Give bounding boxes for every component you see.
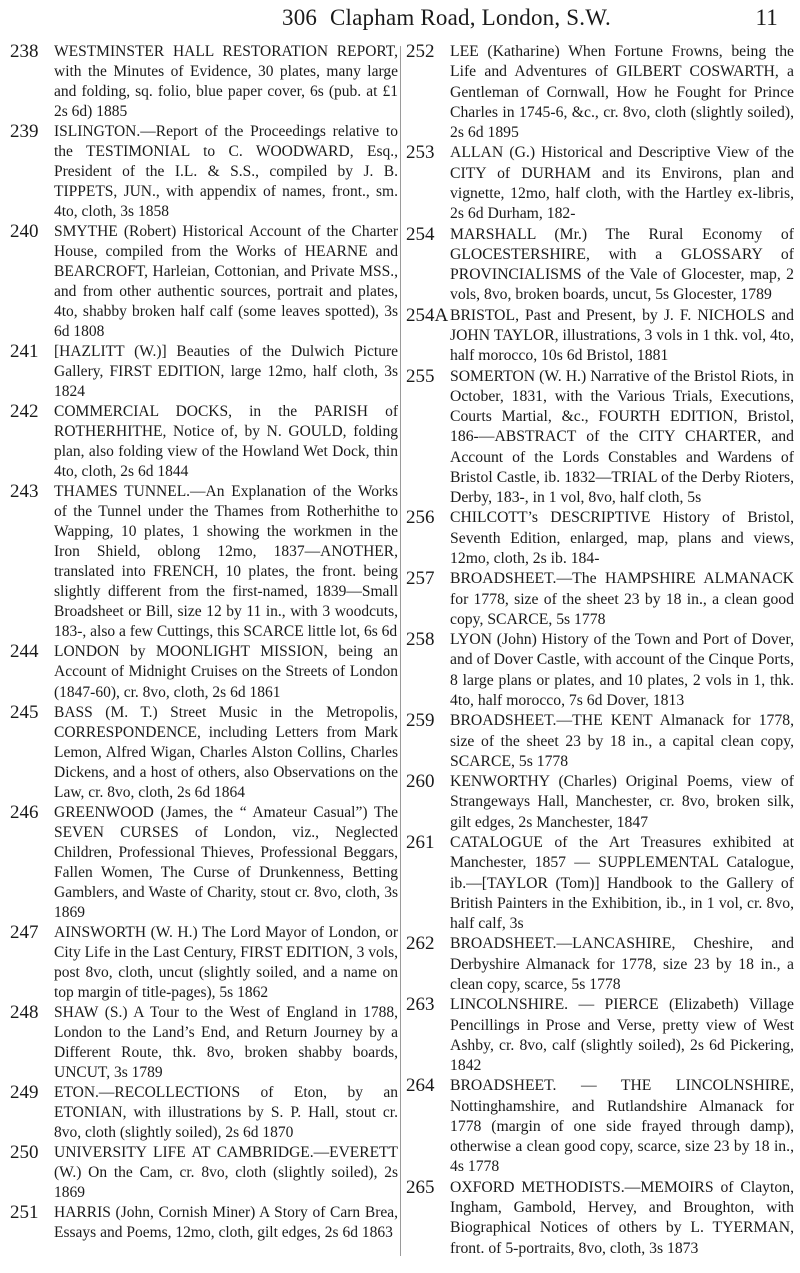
entry-text: CHILCOTT’s DESCRIPTIVE History of Bristol, Seventh Edition, enlarged, map, plans and views, 12mo, cloth, 2s ib. 184-: [450, 509, 794, 568]
entry-number: 253: [406, 142, 435, 164]
entry-text: SHAW (S.) A Tour to the West of England in 1788, London to the Land’s End, and Return Journey by a Different Route, thk. 8vo, broken shabby boards, UNCUT, 3s 1789: [54, 1003, 398, 1081]
catalogue-entry: [8, 222, 398, 342]
entry-text: LEE (Katharine) When Fortune Frowns, being the Life and Adventures of GILBERT COSWARTH, a Gentleman of Cornwall, How he Fought for Prince Charles in 1745-6, &c., cr. 8vo, cloth (slightly soiled), 2s 6d 1895: [450, 43, 794, 142]
entry-text: BROADSHEET.—The HAMPSHIRE ALMANACK for 1778, size of the sheet 23 by 18 in., a clean good copy, SCARCE, 5s 1778: [450, 570, 794, 628]
entry-number: 264: [406, 1075, 435, 1097]
catalogue-entry: [8, 42, 398, 122]
entry-number: 243: [10, 481, 39, 503]
entry-text: COMMERCIAL DOCKS, in the PARISH of ROTHERHITHE, Notice of, by N. GOULD, folding plan, also folding view of the Howland Wet Dock, thin 4to, cloth, 2s 6d 1844: [54, 403, 398, 481]
left-column: [8, 42, 398, 1243]
catalogue-entry: [404, 833, 794, 934]
entry-text: THAMES TUNNEL.—An Explanation of the Works of the Tunnel under the Thames from Rotherhithe to Wapping, 10 plates, 1 showing the workmen in the Iron Shield, oblong 12mo, 1837—ANOTHER, translated into FRENCH, 10 plates, the front. being slightly different from the first-named, 1839—Small Broadsheet or Bill, size 12 by 11 in., with 3 woodcuts, 183-, also a few Cuttings, this SCARCE little lot, 6s 6d: [54, 483, 398, 641]
catalogue-entry: [404, 42, 794, 143]
catalogue-entry: [404, 772, 794, 833]
entry-number: 245: [10, 701, 39, 723]
entry-text: CATALOGUE of the Art Treasures exhibited at Manchester, 1857 — SUPPLEMENTAL Catalogue, ib.—[TAYLOR (Tom)] Handbook to the Gallery of British Painters in the Exhibition, ib., in 1 vol, cr. 8vo, half calf, 3s: [450, 833, 794, 933]
catalogue-entry: [404, 569, 794, 630]
entry-text: LINCOLNSHIRE. — PIERCE (Elizabeth) Village Pencillings in Prose and Verse, pretty view of West Ashby, cr. 8vo, calf (slightly soiled), 2s 6d Pickering, 1842: [450, 996, 794, 1075]
header-number: 306: [282, 5, 318, 30]
entry-number: 260: [406, 771, 435, 793]
entry-number: 247: [10, 921, 39, 943]
column-divider: [400, 46, 401, 1256]
entry-text: MARSHALL (Mr.) The Rural Economy of GLOCESTERSHIRE, with a GLOSSARY of PROVINCIALISMS of the Vale of Glocester, map, 2 vols, 8vo, broken boards, uncut, 5s Glocester, 1789: [450, 225, 794, 304]
catalogue-entry: [8, 923, 398, 1003]
entry-text: ETON.—RECOLLECTIONS of Eton, by an ETONIAN, with illustrations by S. P. Hall, stout cr. 8vo, cloth (slightly soiled), 2s 6d 1870: [54, 1083, 398, 1141]
catalogue-entry: [8, 402, 398, 482]
entry-text: BROADSHEET.—THE KENT Almanack for 1778, size of the sheet 23 by 18 in., a capital clean copy, SCARCE, 5s 1778: [450, 712, 794, 770]
catalogue-entry: [8, 122, 398, 222]
page-number: 11: [755, 5, 778, 30]
entry-number: 249: [10, 1081, 39, 1103]
catalogue-entry: [404, 367, 794, 509]
catalogue-entry: [8, 803, 398, 923]
entry-text: HARRIS (John, Cornish Miner) A Story of Carn Brea, Essays and Poems, 12mo, cloth, gilt edges, 2s 6d 1863: [54, 1203, 398, 1241]
catalogue-entry: [404, 306, 794, 367]
catalogue-entry: [404, 630, 794, 711]
catalogue-entry: [404, 508, 794, 569]
entry-number: 240: [10, 221, 39, 243]
entry-number: 259: [406, 710, 435, 732]
entry-text: BROADSHEET.—LANCASHIRE, Cheshire, and Derbyshire Almanack for 1778, size 23 by 18 in., a clean copy, scarce, 5s 1778: [450, 935, 794, 993]
entry-number: 254A: [406, 304, 449, 326]
entry-text: SOMERTON (W. H.) Narrative of the Bristol Riots, in October, 1831, with the Various Trials, Executions, Courts Martial, &c., FOURTH EDITION, Bristol, 186-—ABSTRACT of the CITY CHARTER, and Account of the Lords Constables and Wardens of Bristol Castle, ib. 1832—TRIAL of the Derby Rioters, Derby, 183-, in 1 vol, 8vo, half cloth, 5s: [450, 367, 794, 507]
entry-text: GREENWOOD (James, the “ Amateur Casual”) The SEVEN CURSES of London, viz., Neglected Children, Professional Thieves, Professional Beggars, Fallen Women, The Curse of Drunkenness, Betting Gamblers, and Waste of Charity, stout cr. 8vo, cloth, 3s 1869: [54, 803, 398, 921]
entry-number: 252: [406, 41, 435, 62]
entry-text: ISLINGTON.—Report of the Proceedings relative to the TESTIMONIAL to C. WOODWARD, Esq., President of the I.L. & S.S., compiled by J. B. TIPPETS, JUN., with appendix of names, front., sm. 4to, cloth, 3s 1858: [54, 123, 398, 221]
catalogue-entry: [8, 642, 398, 702]
entry-text: ALLAN (G.) Historical and Descriptive View of the CITY of DURHAM and its Environs, plan and vignette, 12mo, half cloth, with the Hartley ex-libris, 2s 6d Durham, 182-: [450, 144, 794, 223]
entry-number: 262: [406, 933, 435, 955]
catalogue-entry: [404, 1076, 794, 1177]
entry-text: BASS (M. T.) Street Music in the Metropolis, CORRESPONDENCE, including Letters from Mark Lemon, Alfred Wigan, Charles Alston Collins, Charles Dickens, and a host of others, also Observations on the Law, cr. 8vo, cloth, 2s 6d 1864: [54, 703, 398, 801]
entry-text: AINSWORTH (W. H.) The Lord Mayor of London, or City Life in the Last Century, FIRST EDITION, 3 vols, post 8vo, cloth, uncut (slightly soiled, and a name on top margin of title-pages), 5s 1862: [54, 923, 398, 1001]
entry-text: KENWORTHY (Charles) Original Poems, view of Strangeways Hall, Manchester, cr. 8vo, broken silk, gilt edges, 2s Manchester, 1847: [450, 773, 794, 831]
entry-number: 248: [10, 1001, 39, 1023]
entry-text: UNIVERSITY LIFE AT CAMBRIDGE.—EVERETT (W.) On the Cam, cr. 8vo, cloth (slightly soiled), 2s 1869: [54, 1143, 398, 1201]
entry-number: 238: [10, 41, 39, 62]
catalogue-entry: [404, 1178, 794, 1259]
catalogue-entry: [8, 1083, 398, 1143]
catalogue-entry: [8, 1003, 398, 1083]
right-column: [404, 42, 794, 1259]
catalogue-entry: [8, 1203, 398, 1243]
catalogue-entry: [404, 143, 794, 224]
entry-number: 250: [10, 1141, 39, 1163]
entry-number: 244: [10, 641, 39, 663]
entry-number: 261: [406, 831, 435, 853]
entry-text: WESTMINSTER HALL RESTORATION REPORT, with the Minutes of Evidence, 30 plates, many large and folding, sq. folio, blue paper cover, 6s (pub. at £1 2s 6d) 1885: [54, 43, 398, 121]
entry-text: BRISTOL, Past and Present, by J. F. NICHOLS and JOHN TAYLOR, illustrations, 3 vols in 1 thk. vol, 4to, half morocco, 10s 6d Bristol, 1881: [450, 306, 794, 365]
catalogue-entry: [404, 711, 794, 772]
entry-text: OXFORD METHODISTS.—MEMOIRS of Clayton, Ingham, Gambold, Hervey, and Broughton, with Biographical Notices of others by L. TYERMAN, front. of 5-portraits, 8vo, cloth, 3s 1873: [450, 1178, 794, 1257]
entry-number: 251: [10, 1201, 39, 1223]
entry-number: 254: [406, 223, 435, 245]
catalogue-entry: [404, 934, 794, 995]
entry-number: 258: [406, 629, 435, 651]
entry-text: SMYTHE (Robert) Historical Account of the Charter House, compiled from the Works of HEARNE and BEARCROFT, Harleian, Cottonian, and Private MSS., and from other authentic sources, portrait and plates, 4to, shabby broken half calf (some leaves spotted), 3s 6d 1808: [54, 223, 398, 341]
catalogue-entry: [8, 482, 398, 642]
entry-number: 263: [406, 994, 435, 1016]
entry-text: [HAZLITT (W.)] Beauties of the Dulwich Picture Gallery, FIRST EDITION, large 12mo, half cloth, 3s 1824: [54, 343, 398, 401]
entry-text: LONDON by MOONLIGHT MISSION, being an Account of Midnight Cruises on the Streets of London (1847-60), cr. 8vo, cloth, 2s 6d 1861: [54, 643, 398, 701]
entry-number: 239: [10, 121, 39, 143]
catalogue-entry: [8, 703, 398, 803]
entry-number: 242: [10, 401, 39, 423]
catalogue-entry: [404, 225, 794, 306]
entry-number: 257: [406, 568, 435, 590]
entry-number: 255: [406, 365, 435, 387]
entry-number: 241: [10, 341, 39, 363]
catalogue-entry: [8, 1143, 398, 1203]
entry-number: 265: [406, 1176, 435, 1198]
header-title: Clapham Road, London, S.W.: [330, 5, 611, 30]
catalogue-entry: [8, 342, 398, 402]
entry-number: 256: [406, 507, 435, 529]
entry-number: 246: [10, 801, 39, 823]
entry-text: BROADSHEET. — THE LINCOLNSHIRE, Nottinghamshire, and Rutlandshire Almanack for 1778 (margin of one side frayed through damp), otherwise a clean good copy, scarce, size 23 by 18 in., 4s 1778: [450, 1077, 794, 1176]
entry-text: LYON (John) History of the Town and Port of Dover, and of Dover Castle, with account of the Cinque Ports, 8 large plans or plates, and 10 plates, 2 vols in 1, thk. 4to, half morocco, 7s 6d Dover, 1813: [450, 631, 794, 709]
catalogue-entry: [404, 995, 794, 1076]
